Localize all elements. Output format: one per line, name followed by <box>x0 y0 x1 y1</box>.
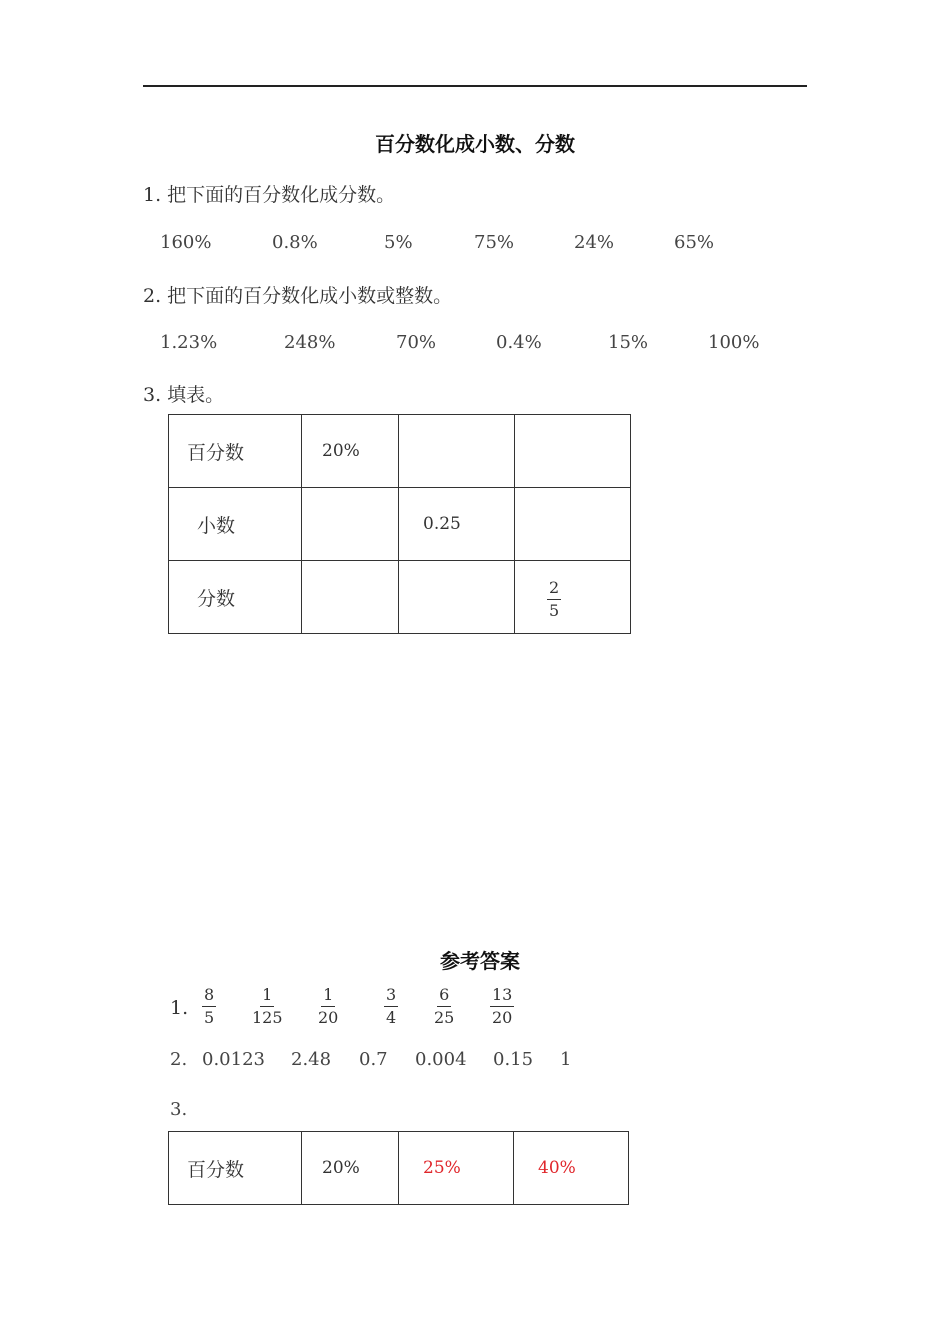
question-1-label: 1. 把下面的百分数化成分数。 <box>143 184 396 206</box>
q1-item: 24% <box>574 232 615 253</box>
row-header-decimal: 小数 <box>169 488 302 561</box>
answer-table <box>168 1131 629 1205</box>
q1-item: 65% <box>674 232 715 253</box>
q2-item: 15% <box>608 332 649 353</box>
q1-item: 5% <box>384 232 413 253</box>
answers-title: 参考答案 <box>440 949 520 973</box>
fraction-denominator: 125 <box>252 1008 283 1027</box>
table-cell <box>515 561 631 634</box>
q1-item: 0.8% <box>272 232 318 253</box>
fraction-denominator: 5 <box>204 1008 215 1027</box>
header-rule <box>143 85 807 87</box>
table-cell: 0.25 <box>399 488 515 561</box>
fraction-denominator: 20 <box>492 1008 513 1027</box>
answer-2-value: 0.004 <box>415 1049 467 1070</box>
q1-item: 75% <box>474 232 515 253</box>
table-cell: 20% <box>302 1132 399 1205</box>
row-header-percent: 百分数 <box>169 415 302 488</box>
fraction-numerator: 8 <box>202 987 216 1007</box>
answer-1-label: 1. <box>170 997 189 1019</box>
q1-item: 160% <box>160 232 212 253</box>
answer-cell-highlight: 25% <box>399 1132 514 1205</box>
answer-cell-highlight: 40% <box>514 1132 629 1205</box>
fraction-denominator: 25 <box>434 1008 455 1027</box>
fraction <box>547 577 561 620</box>
answer-2-label: 2. <box>170 1049 188 1070</box>
table-row <box>169 488 631 561</box>
table-cell: 20% <box>302 415 399 488</box>
answer-fraction <box>490 987 514 1026</box>
question-3-label: 3. 填表。 <box>143 384 225 406</box>
fraction-numerator: 3 <box>384 987 398 1007</box>
page-title: 百分数化成小数、分数 <box>375 132 575 156</box>
answer-2-value: 0.15 <box>493 1049 534 1070</box>
table-row <box>169 1132 629 1205</box>
q2-item: 0.4% <box>496 332 542 353</box>
fraction-numerator: 1 <box>321 987 335 1007</box>
fraction-denominator: 4 <box>386 1008 397 1027</box>
answer-fraction <box>202 987 216 1026</box>
answer-fraction <box>432 987 456 1026</box>
row-header-percent: 百分数 <box>169 1132 302 1205</box>
answer-2-value: 1 <box>560 1049 572 1070</box>
fraction-numerator: 1 <box>260 987 274 1007</box>
fraction-numerator: 6 <box>437 987 451 1007</box>
fraction-numerator: 13 <box>490 987 514 1007</box>
table-cell <box>302 488 399 561</box>
table-cell <box>399 561 515 634</box>
q2-item: 248% <box>284 332 336 353</box>
table-cell <box>515 415 631 488</box>
answer-fraction <box>316 987 340 1026</box>
fraction-numerator: 2 <box>547 580 561 600</box>
table-row <box>169 561 631 634</box>
answer-fraction <box>384 987 398 1026</box>
answer-fraction <box>250 987 285 1026</box>
answer-2-value: 0.0123 <box>202 1049 265 1070</box>
table-cell <box>515 488 631 561</box>
fill-table <box>168 414 631 634</box>
q2-item: 1.23% <box>160 332 218 353</box>
row-header-fraction: 分数 <box>169 561 302 634</box>
answer-3-label: 3. <box>170 1099 188 1120</box>
answer-2-value: 2.48 <box>291 1049 332 1070</box>
question-2-label: 2. 把下面的百分数化成小数或整数。 <box>143 285 453 307</box>
fraction-denominator: 20 <box>318 1008 339 1027</box>
answer-2-value: 0.7 <box>359 1049 388 1070</box>
q2-item: 70% <box>396 332 437 353</box>
table-cell <box>302 561 399 634</box>
table-row <box>169 415 631 488</box>
q2-item: 100% <box>708 332 760 353</box>
fraction-denominator: 5 <box>549 600 560 620</box>
table-cell <box>399 415 515 488</box>
